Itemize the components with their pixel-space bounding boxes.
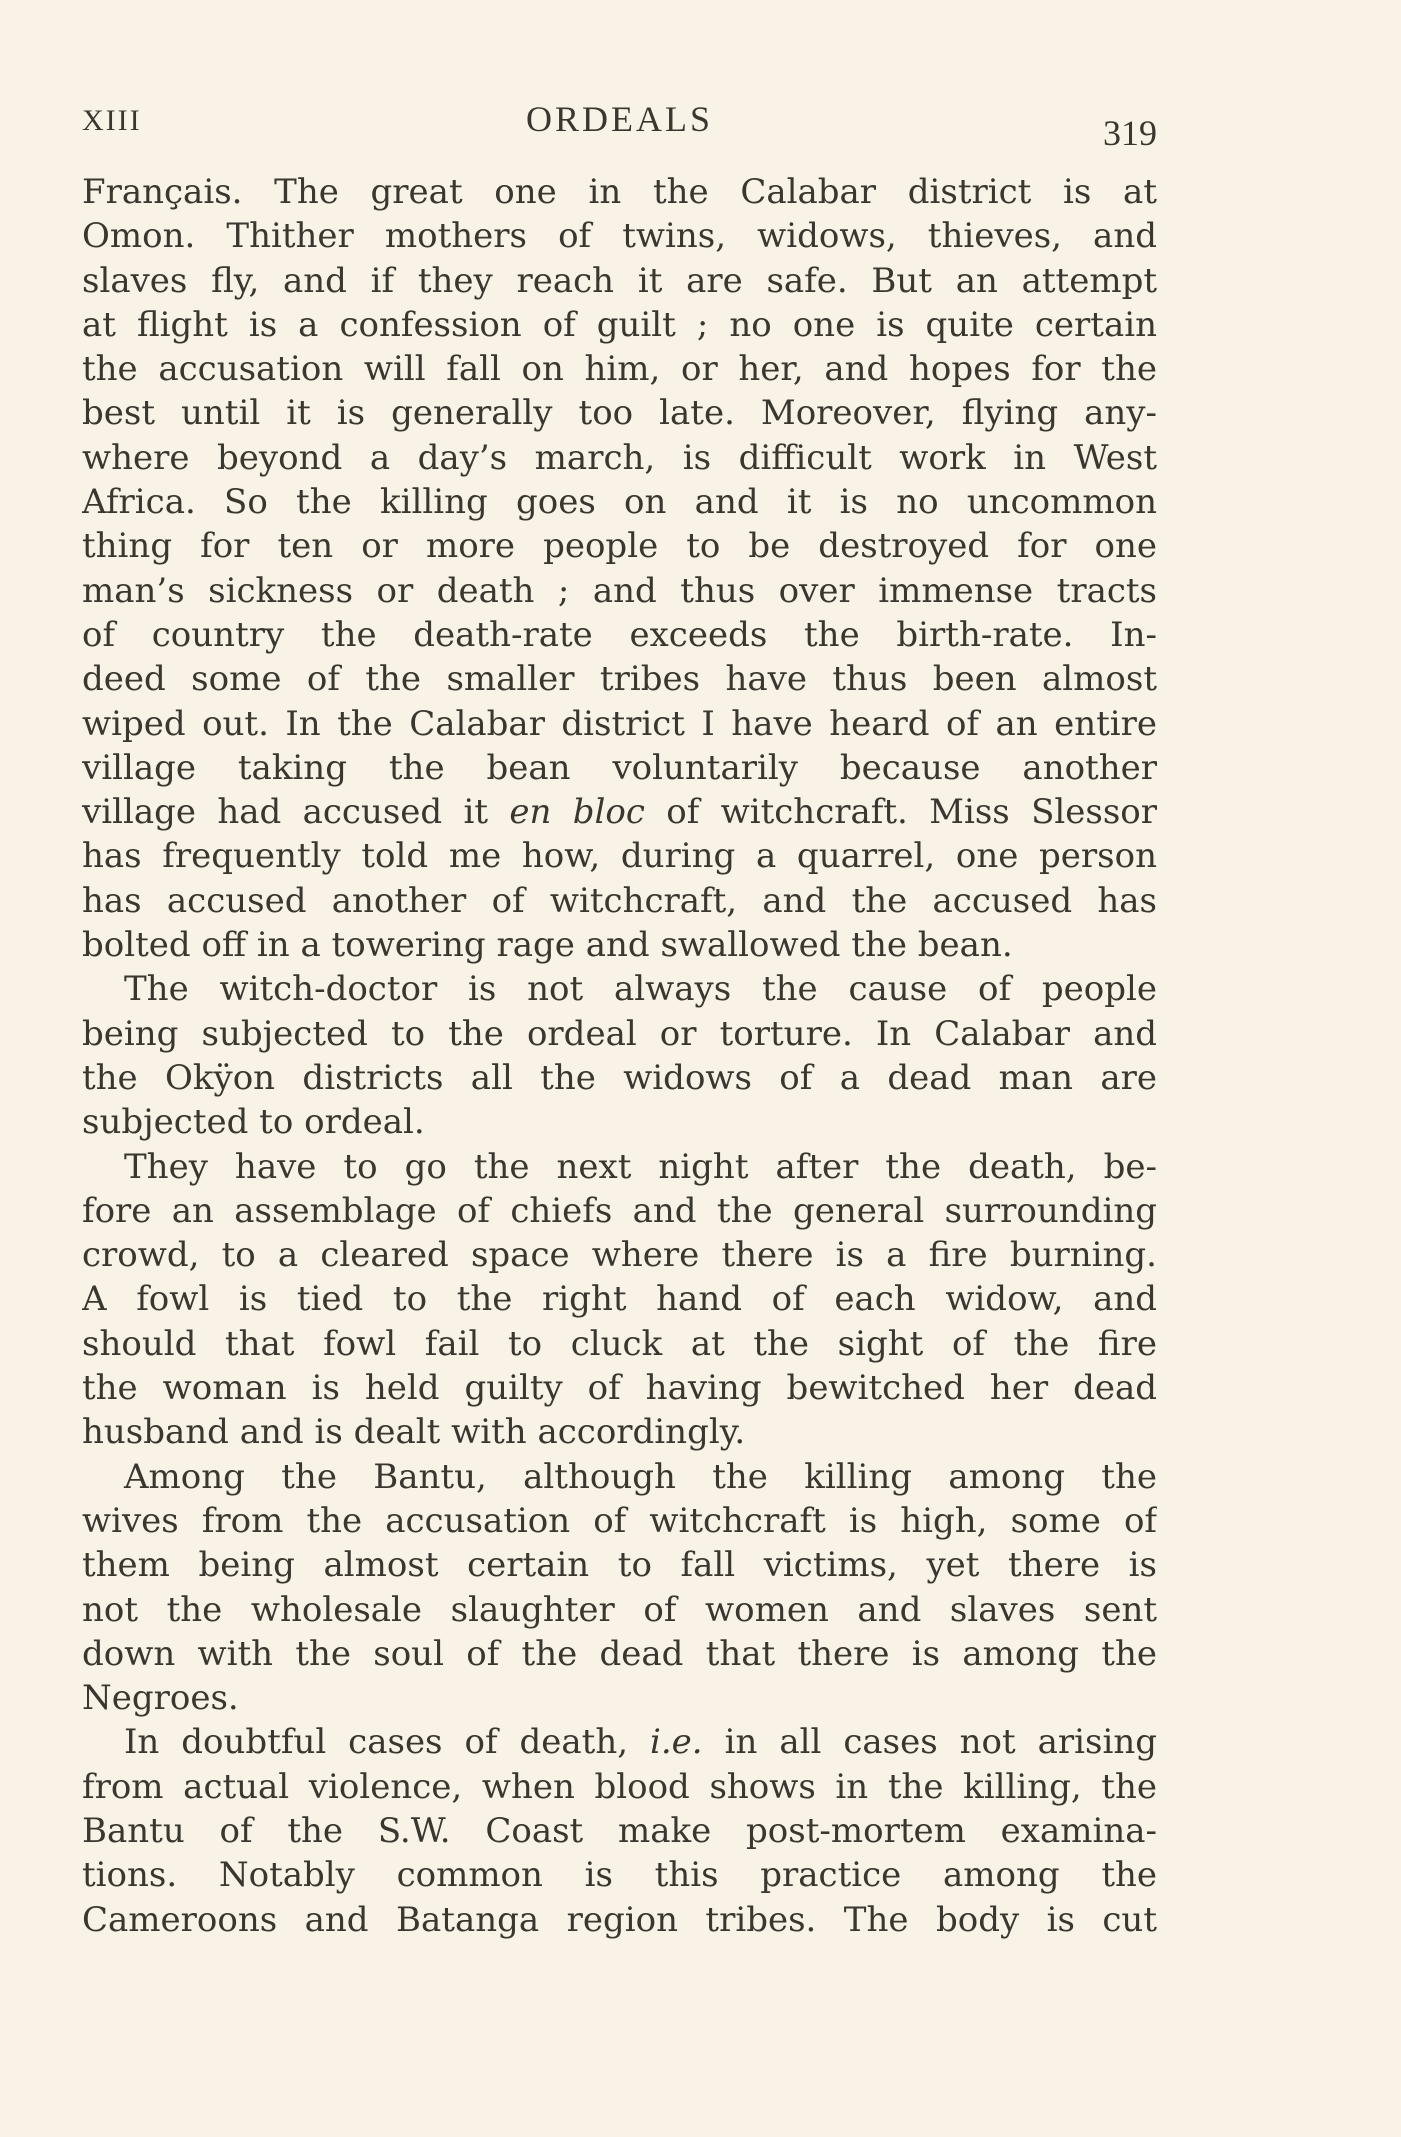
text-line: the Okÿon districts all the widows of a dead man are xyxy=(82,1057,1157,1098)
page-number: 319 xyxy=(1103,113,1157,153)
text-line: The witch-doctor is not always the cause of people xyxy=(124,969,1157,1010)
text-line: A fowl is tied to the right hand of each widow, and xyxy=(82,1279,1157,1320)
text-line: them being almost certain to fall victims, yet there is xyxy=(82,1545,1157,1586)
chapter-number: XIII xyxy=(82,104,142,137)
text-line: village taking the bean voluntarily because another xyxy=(82,747,1157,788)
text-line: slaves fly, and if they reach it are safe. But an attempt xyxy=(82,260,1157,301)
text-line: down with the soul of the dead that there is among the xyxy=(82,1633,1157,1674)
text-line: not the wholesale slaughter of women and slaves sent xyxy=(82,1589,1157,1630)
text-line: at flight is a confession of guilt ; no one is quite certain xyxy=(82,304,1157,345)
text-segment: in all cases not arising xyxy=(702,1722,1157,1763)
text-line-with-italic xyxy=(82,790,1157,834)
text-line-with-italic xyxy=(82,1720,1157,1764)
text-segment: village had accused it xyxy=(82,792,510,833)
text-line: Omon. Thither mothers of twins, widows, thieves, and xyxy=(82,216,1157,257)
text-line: has frequently told me how, during a quarrel, one person xyxy=(82,836,1157,877)
text-line: Bantu of the S.W. Coast make post-mortem examina- xyxy=(82,1810,1157,1851)
text-line: They have to go the next night after the death, be- xyxy=(124,1146,1157,1187)
text-line: of country the death-rate exceeds the birth-rate. In- xyxy=(82,614,1157,655)
text-line: being subjected to the ordeal or torture. In Calabar and xyxy=(82,1013,1157,1054)
text-line: Français. The great one in the Calabar district is at xyxy=(82,172,1157,212)
text-line: where beyond a day’s march, is difficult work in West xyxy=(82,437,1157,478)
text-line: fore an assemblage of chiefs and the general surrounding xyxy=(82,1190,1157,1231)
text-segment: of witchcraft. Miss Slessor xyxy=(644,792,1157,833)
text-line: man’s sickness or death ; and thus over immense tracts xyxy=(82,570,1157,611)
text-line: bolted off in a towering rage and swallowed the bean. xyxy=(82,925,1013,966)
text-line: Africa. So the killing goes on and it is no uncommon xyxy=(82,482,1157,523)
text-line: wiped out. In the Calabar district I have heard of an entire xyxy=(82,703,1157,744)
text-line: wives from the accusation of witchcraft is high, some of xyxy=(82,1500,1157,1541)
text-line: the woman is held guilty of having bewitched her dead xyxy=(82,1368,1157,1409)
italic-phrase: en bloc xyxy=(509,792,645,833)
text-line: Negroes. xyxy=(82,1678,239,1719)
text-line: the accusation will fall on him, or her, and hopes for the xyxy=(82,349,1157,390)
text-line: from actual violence, when blood shows in the killing, the xyxy=(82,1766,1157,1807)
italic-phrase: i.e. xyxy=(650,1722,703,1763)
text-line: should that fowl fail to cluck at the sight of the fire xyxy=(82,1323,1157,1364)
body-text xyxy=(82,170,1157,1942)
text-line: Among the Bantu, although the killing among the xyxy=(124,1456,1157,1497)
text-line: subjected to ordeal. xyxy=(82,1102,425,1143)
text-line: deed some of the smaller tribes have thus been almost xyxy=(82,659,1157,700)
text-line: has accused another of witchcraft, and the accused has xyxy=(82,880,1157,921)
chapter-title: ORDEALS xyxy=(525,99,713,139)
text-line: husband and is dealt with accordingly. xyxy=(82,1412,746,1453)
text-line: best until it is generally too late. Moreover, flying any- xyxy=(82,393,1157,434)
running-head xyxy=(82,98,1157,158)
text-line: tions. Notably common is this practice among the xyxy=(82,1855,1157,1896)
text-segment: In doubtful cases of death, xyxy=(124,1722,650,1763)
text-line: Cameroons and Batanga region tribes. The body is cut xyxy=(82,1899,1157,1940)
text-line: crowd, to a cleared space where there is a fire burning. xyxy=(82,1235,1157,1276)
text-line: thing for ten or more people to be destroyed for one xyxy=(82,526,1157,567)
